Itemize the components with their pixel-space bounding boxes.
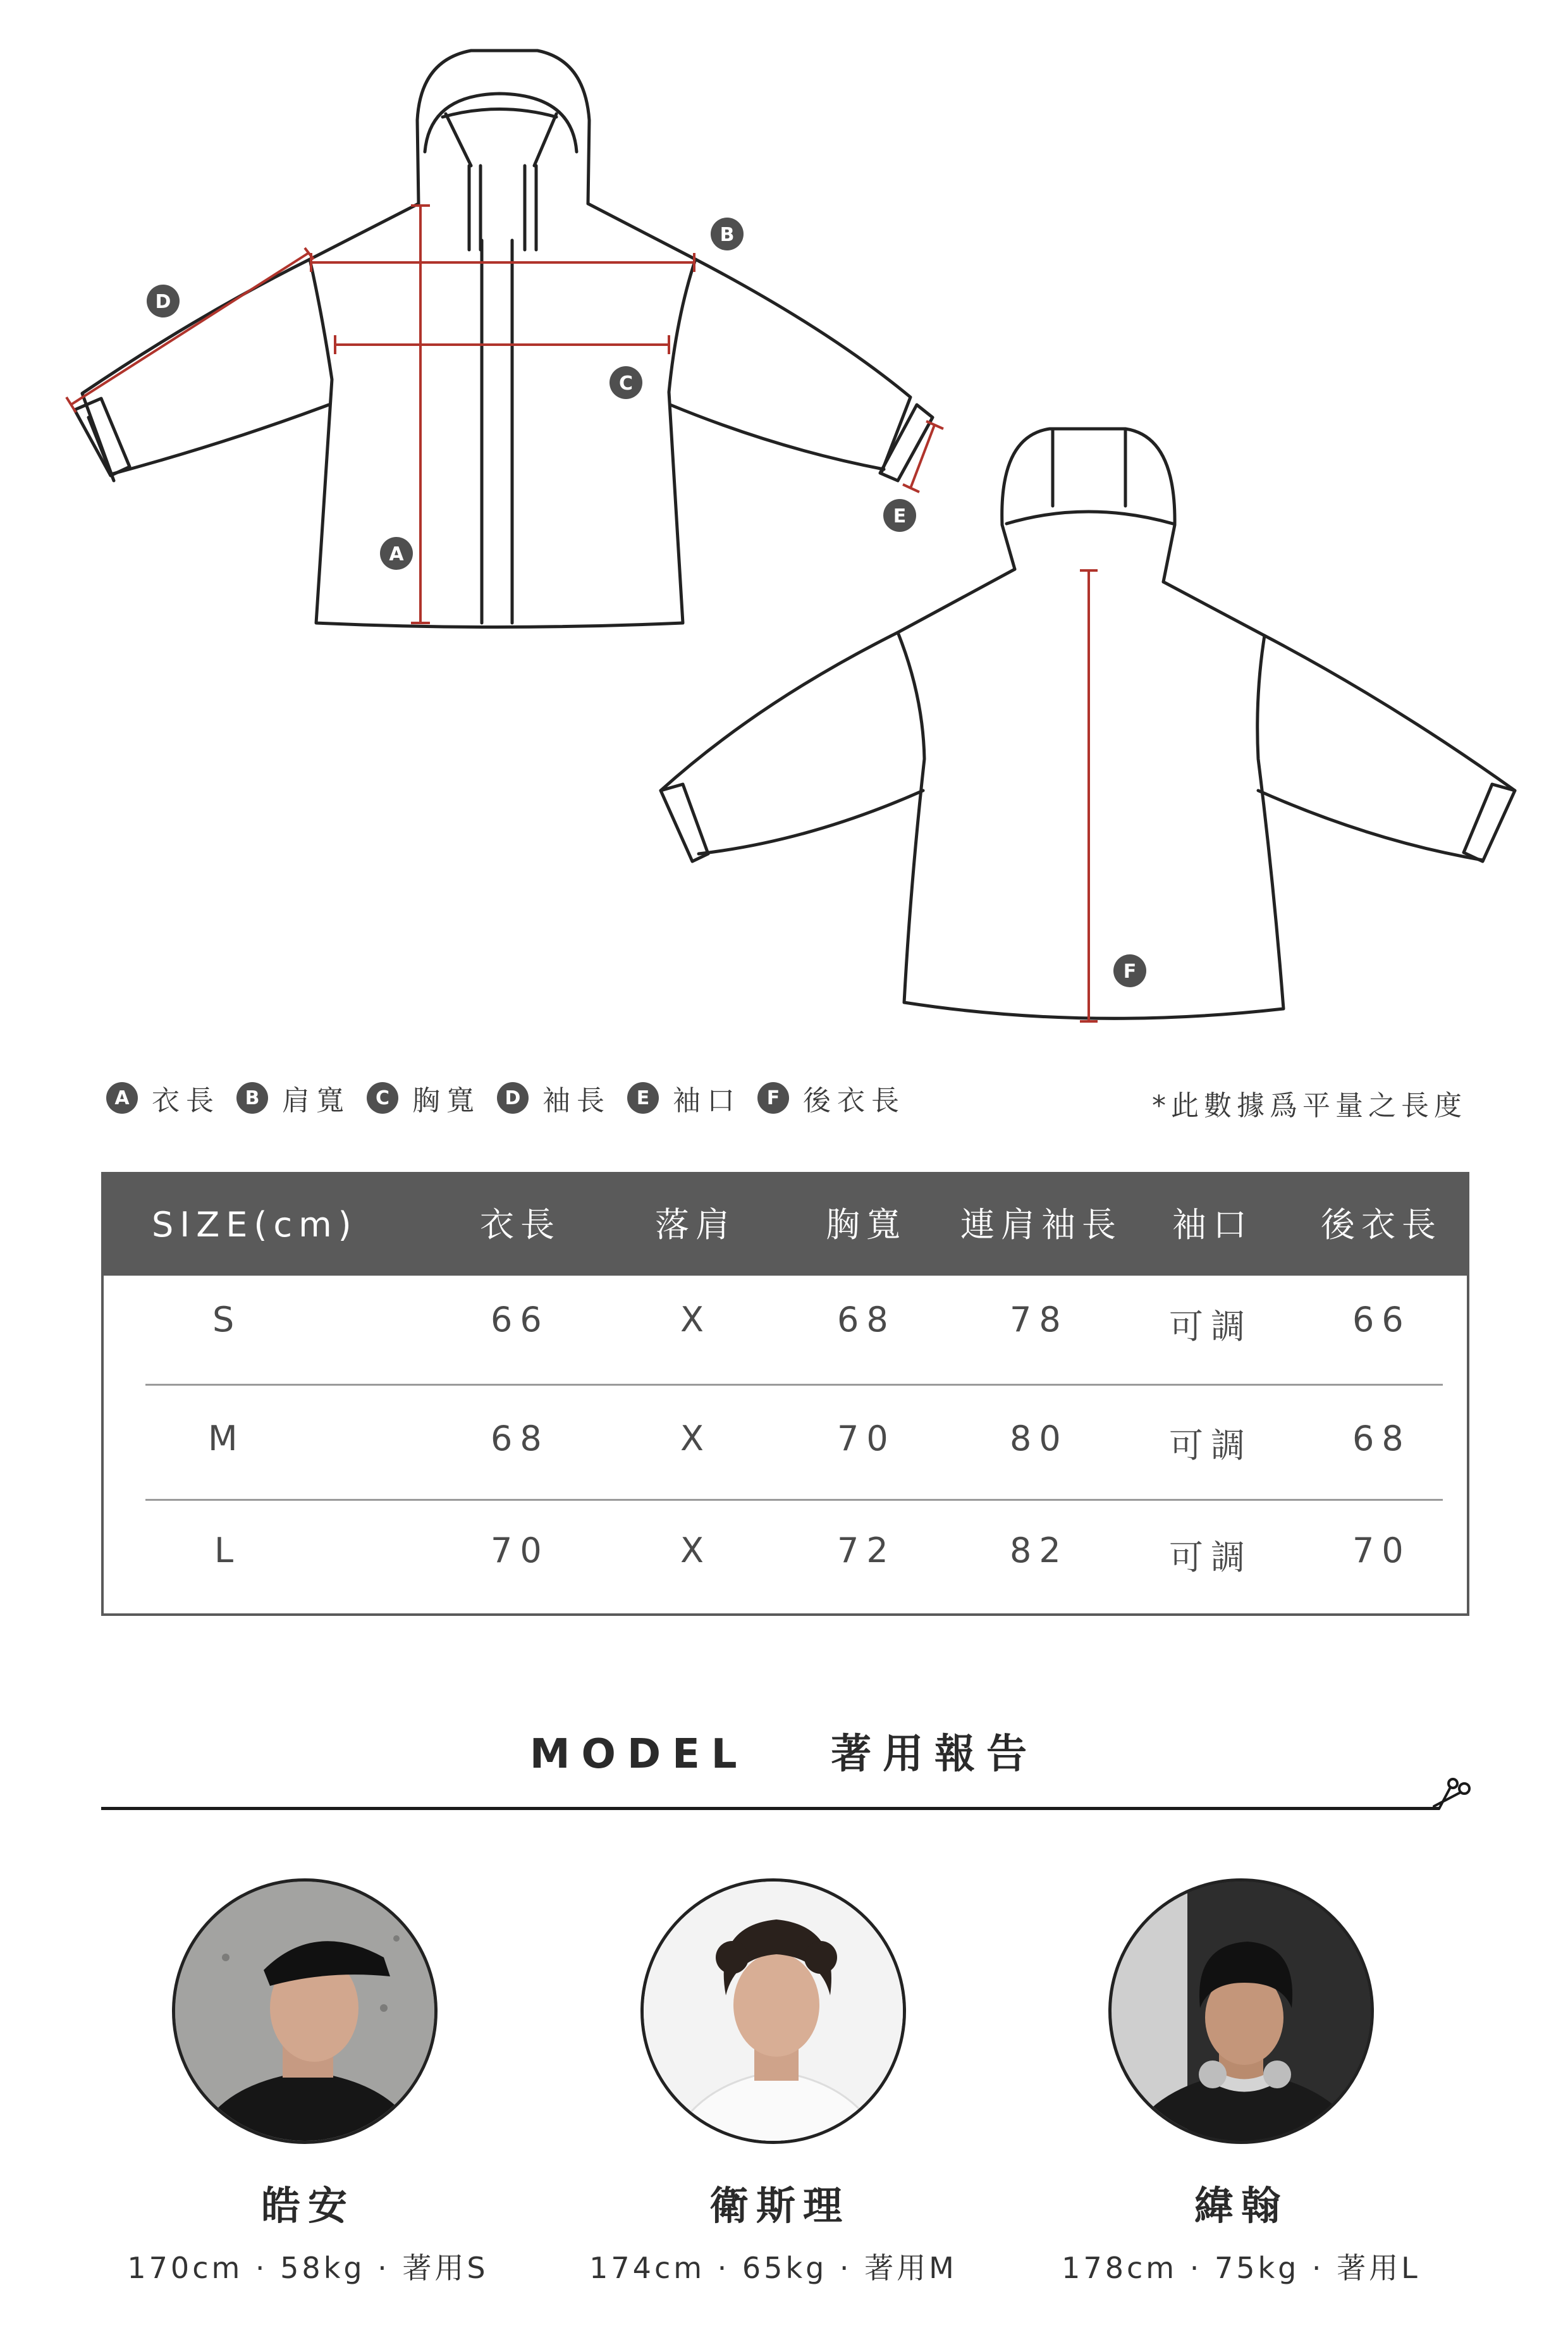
section-divider — [101, 1807, 1439, 1810]
row-divider — [145, 1384, 1443, 1386]
cell-cuff: 可調 — [1169, 1426, 1253, 1465]
legend-badge: A — [106, 1082, 138, 1114]
marker-c-label: C — [618, 373, 634, 395]
cell-drop-shoulder: X — [680, 1300, 711, 1340]
legend-item-c — [367, 1078, 481, 1118]
cell-size: M — [208, 1419, 245, 1458]
cell-length: 66 — [491, 1300, 549, 1340]
size-table-header — [104, 1174, 1467, 1276]
cell-size: S — [212, 1300, 242, 1340]
jacket-measurement-diagram — [0, 0, 1568, 1050]
measurement-markers — [147, 218, 1146, 987]
cell-chest: 70 — [837, 1419, 896, 1458]
marker-b-label: B — [720, 224, 735, 246]
marker-e-label: E — [893, 505, 907, 527]
cell-cuff: 可調 — [1169, 1537, 1253, 1577]
cell-sleeve: 78 — [1010, 1300, 1069, 1340]
header-back-length: 後衣長 — [1321, 1205, 1442, 1245]
legend-label: 後衣長 — [803, 1085, 905, 1117]
legend-badge: C — [367, 1082, 398, 1114]
cell-cuff: 可調 — [1169, 1307, 1253, 1346]
measurement-note: *此數據爲平量之長度 — [1152, 1090, 1467, 1122]
cell-chest: 68 — [837, 1300, 896, 1340]
cell-back-length: 66 — [1352, 1300, 1411, 1340]
model-section-title — [0, 1722, 1568, 1780]
legend-label: 衣長 — [152, 1085, 220, 1117]
measurement-lines — [66, 206, 1098, 1021]
header-size: SIZE(cm) — [152, 1205, 358, 1245]
cell-length: 70 — [491, 1531, 549, 1570]
model-stats-2: 174cm · 65kg · 著用M — [589, 2251, 957, 2285]
cell-back-length: 68 — [1352, 1419, 1411, 1458]
cell-sleeve: 80 — [1010, 1419, 1069, 1458]
model-avatar-3 — [1108, 1878, 1374, 2144]
legend-item-a — [106, 1078, 220, 1118]
cell-size: L — [214, 1531, 242, 1570]
model-photo-cap-icon — [175, 1882, 438, 2144]
scissors-icon — [1430, 1777, 1474, 1815]
marker-f-label: F — [1123, 961, 1137, 983]
legend-badge: E — [627, 1082, 659, 1114]
front-jacket-outline — [75, 51, 933, 627]
header-sleeve: 連肩袖長 — [960, 1205, 1122, 1245]
header-length: 衣長 — [480, 1205, 561, 1245]
legend-badge: F — [757, 1082, 789, 1114]
model-photo-beanie-headphones-icon — [1112, 1882, 1374, 2144]
cell-back-length: 70 — [1352, 1531, 1411, 1570]
legend-label: 肩寬 — [282, 1085, 350, 1117]
model-avatar-2 — [640, 1878, 906, 2144]
row-divider — [145, 1499, 1443, 1501]
model-name-3: 緯翰 — [1194, 2183, 1288, 2229]
legend-badge: B — [236, 1082, 268, 1114]
marker-d-label: D — [155, 291, 171, 313]
legend-label: 袖口 — [673, 1085, 741, 1117]
legend-item-f — [757, 1078, 905, 1118]
header-chest: 胸寬 — [826, 1205, 907, 1245]
model-name-2: 衛斯理 — [709, 2183, 850, 2229]
cell-sleeve: 82 — [1010, 1531, 1069, 1570]
model-photo-curly-hair-icon — [644, 1882, 906, 2144]
legend-label: 胸寬 — [412, 1085, 481, 1117]
marker-a-label: A — [389, 543, 404, 565]
header-drop-shoulder: 落肩 — [655, 1205, 736, 1245]
cell-drop-shoulder: X — [680, 1531, 711, 1570]
legend-item-d — [497, 1078, 611, 1118]
model-stats-1: 170cm · 58kg · 著用S — [127, 2251, 489, 2285]
model-avatar-1 — [172, 1878, 438, 2144]
measurement-legend — [106, 1079, 922, 1117]
cell-chest: 72 — [837, 1531, 896, 1570]
cell-drop-shoulder: X — [680, 1419, 711, 1458]
model-title-en: MODEL — [529, 1731, 749, 1778]
model-stats-3: 178cm · 75kg · 著用L — [1062, 2251, 1421, 2285]
model-title-zh: 著用報告 — [831, 1731, 1039, 1778]
model-name-1: 皓安 — [260, 2183, 355, 2229]
legend-label: 袖長 — [542, 1085, 611, 1117]
cell-length: 68 — [491, 1419, 549, 1458]
header-cuff: 袖口 — [1172, 1205, 1253, 1245]
legend-item-b — [236, 1078, 350, 1118]
legend-badge: D — [497, 1082, 529, 1114]
size-table — [101, 1172, 1469, 1616]
legend-item-e — [627, 1078, 741, 1118]
